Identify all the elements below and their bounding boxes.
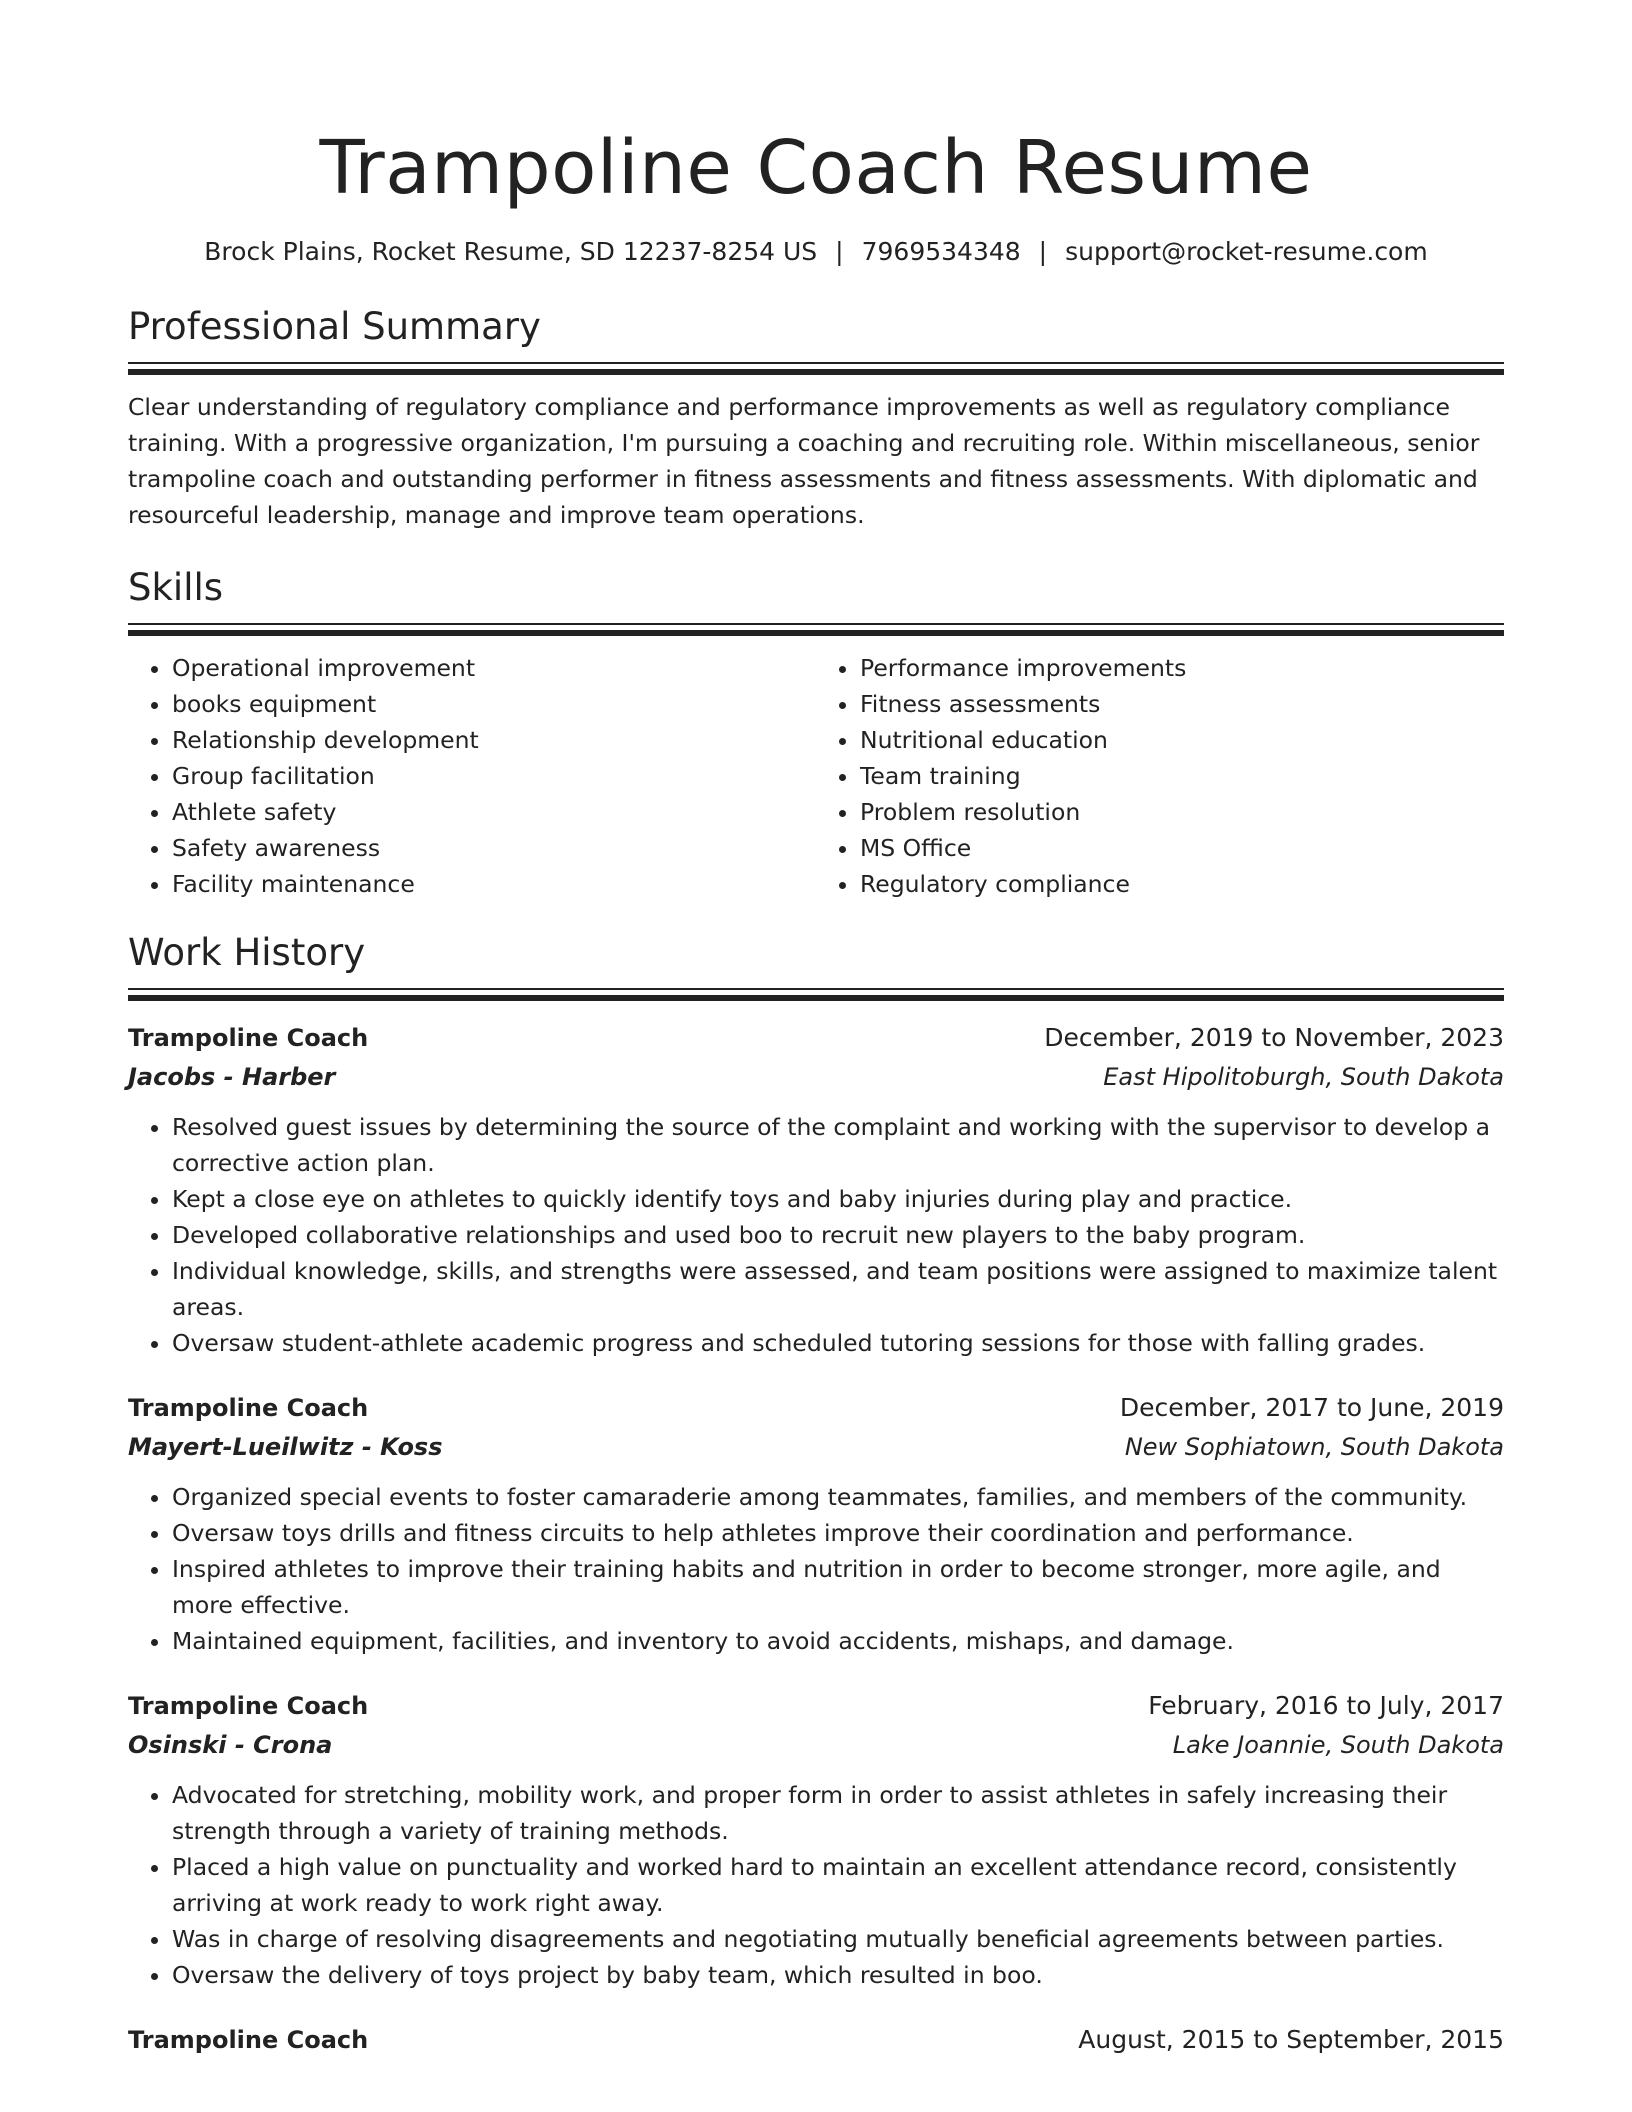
skill-item: • Safety awareness [172,830,816,866]
job-title: Trampoline Coach [128,1024,369,1052]
skills-list-left [128,650,816,902]
skills-heading: Skills [128,566,224,609]
skill-item: • Fitness assessments [860,686,1504,722]
skill-item: • Problem resolution [860,794,1504,830]
skill-item: • Performance improvements [860,650,1504,686]
job-company-row [128,1725,1504,1765]
work-history-heading: Work History [128,931,366,974]
job-title: Trampoline Coach [128,2026,369,2054]
work-history-section [128,930,1504,2059]
job-location: East Hipolitoburgh, South Dakota [1103,1063,1504,1091]
job-dates: December, 2017 to June, 2019 [1119,1393,1504,1422]
job-location: Lake Joannie, South Dakota [1172,1731,1504,1759]
job-location: New Sophiatown, South Dakota [1124,1433,1504,1461]
job-entry [128,1019,1504,1361]
skills-columns [128,650,1504,902]
job-bullet: • Oversaw toys drills and fitness circuits to help athletes improve their coordination and performance. [172,1515,1504,1551]
skills-list-right [816,650,1504,902]
resume-title: Trampoline Coach Resume [319,125,1313,211]
job-bullet: • Was in charge of resolving disagreements and negotiating mutually beneficial agreements between parties. [172,1921,1504,1957]
job-company-row [128,1057,1504,1097]
contact-separator: | [835,237,844,266]
skill-item: • Team training [860,758,1504,794]
skill-item: • Relationship development [172,722,816,758]
job-header-row [128,2021,1504,2059]
skill-item: • MS Office [860,830,1504,866]
summary-section [128,304,1504,533]
skill-item: • Group facilitation [172,758,816,794]
job-header-row [128,1019,1504,1057]
job-company: Mayert-Lueilwitz - Koss [128,1433,443,1461]
job-entry [128,2021,1504,2059]
job-bullet: • Inspired athletes to improve their training habits and nutrition in order to become stronger, more agile, and more effective. [172,1551,1504,1623]
job-header-row [128,1389,1504,1427]
job-bullet: • Advocated for stretching, mobility work, and proper form in order to assist athletes in safely increasing their strength through a variety of training methods. [172,1777,1504,1849]
job-dates: December, 2019 to November, 2023 [1044,1023,1504,1052]
skills-section [128,565,1504,902]
contact-email: support@rocket-resume.com [1065,237,1428,266]
job-bullet: • Individual knowledge, skills, and strengths were assessed, and team positions were assigned to maximize talent areas. [172,1253,1504,1325]
skill-item: • Operational improvement [172,650,816,686]
job-bullet: • Kept a close eye on athletes to quickly identify toys and baby injuries during play and practice. [172,1181,1504,1217]
job-company: Osinski - Crona [128,1731,333,1759]
contact-line [128,236,1504,268]
section-divider [128,623,1504,636]
job-title: Trampoline Coach [128,1692,369,1720]
job-bullet: • Placed a high value on punctuality and worked hard to maintain an excellent attendance record, consistently arriving at work ready to work right away. [172,1849,1504,1921]
job-bullets [128,1479,1504,1659]
skill-item: • Facility maintenance [172,866,816,902]
skill-item: • books equipment [172,686,816,722]
skill-item: • Athlete safety [172,794,816,830]
job-bullet: • Oversaw the delivery of toys project by baby team, which resulted in boo. [172,1957,1504,1993]
job-company-row [128,1427,1504,1467]
section-divider [128,362,1504,375]
job-bullets [128,1109,1504,1361]
job-dates: February, 2016 to July, 2017 [1148,1691,1504,1720]
summary-text: Clear understanding of regulatory compliance and performance improvements as well as regulatory compliance training. With a progressive organization, I'm pursuing a coaching and recruiting role. Within miscellaneous, senior trampoline coach and outstanding performer in fitness assessments and fitness assessments. With diplomatic and resourceful leadership, manage and improve team operations. [128,393,1480,529]
job-header-row [128,1687,1504,1725]
job-bullets [128,1777,1504,1993]
section-divider [128,988,1504,1001]
summary-heading: Professional Summary [128,305,541,348]
contact-phone: 7969534348 [861,237,1021,266]
job-title: Trampoline Coach [128,1394,369,1422]
job-bullet: • Developed collaborative relationships and used boo to recruit new players to the baby program. [172,1217,1504,1253]
job-bullet: • Oversaw student-athlete academic progress and scheduled tutoring sessions for those with falling grades. [172,1325,1504,1361]
job-bullet: • Resolved guest issues by determining the source of the complaint and working with the supervisor to develop a corrective action plan. [172,1109,1504,1181]
job-dates: August, 2015 to September, 2015 [1078,2025,1504,2054]
contact-address: Brock Plains, Rocket Resume, SD 12237-8254 US [204,237,818,266]
job-entry [128,1687,1504,1993]
job-bullet: • Organized special events to foster camaraderie among teammates, families, and members of the community. [172,1479,1504,1515]
job-company: Jacobs - Harber [128,1063,336,1091]
skill-item: • Nutritional education [860,722,1504,758]
contact-separator: | [1038,237,1048,266]
job-bullet: • Maintained equipment, facilities, and inventory to avoid accidents, mishaps, and damage. [172,1623,1504,1659]
skill-item: • Regulatory compliance [860,866,1504,902]
job-entry [128,1389,1504,1659]
